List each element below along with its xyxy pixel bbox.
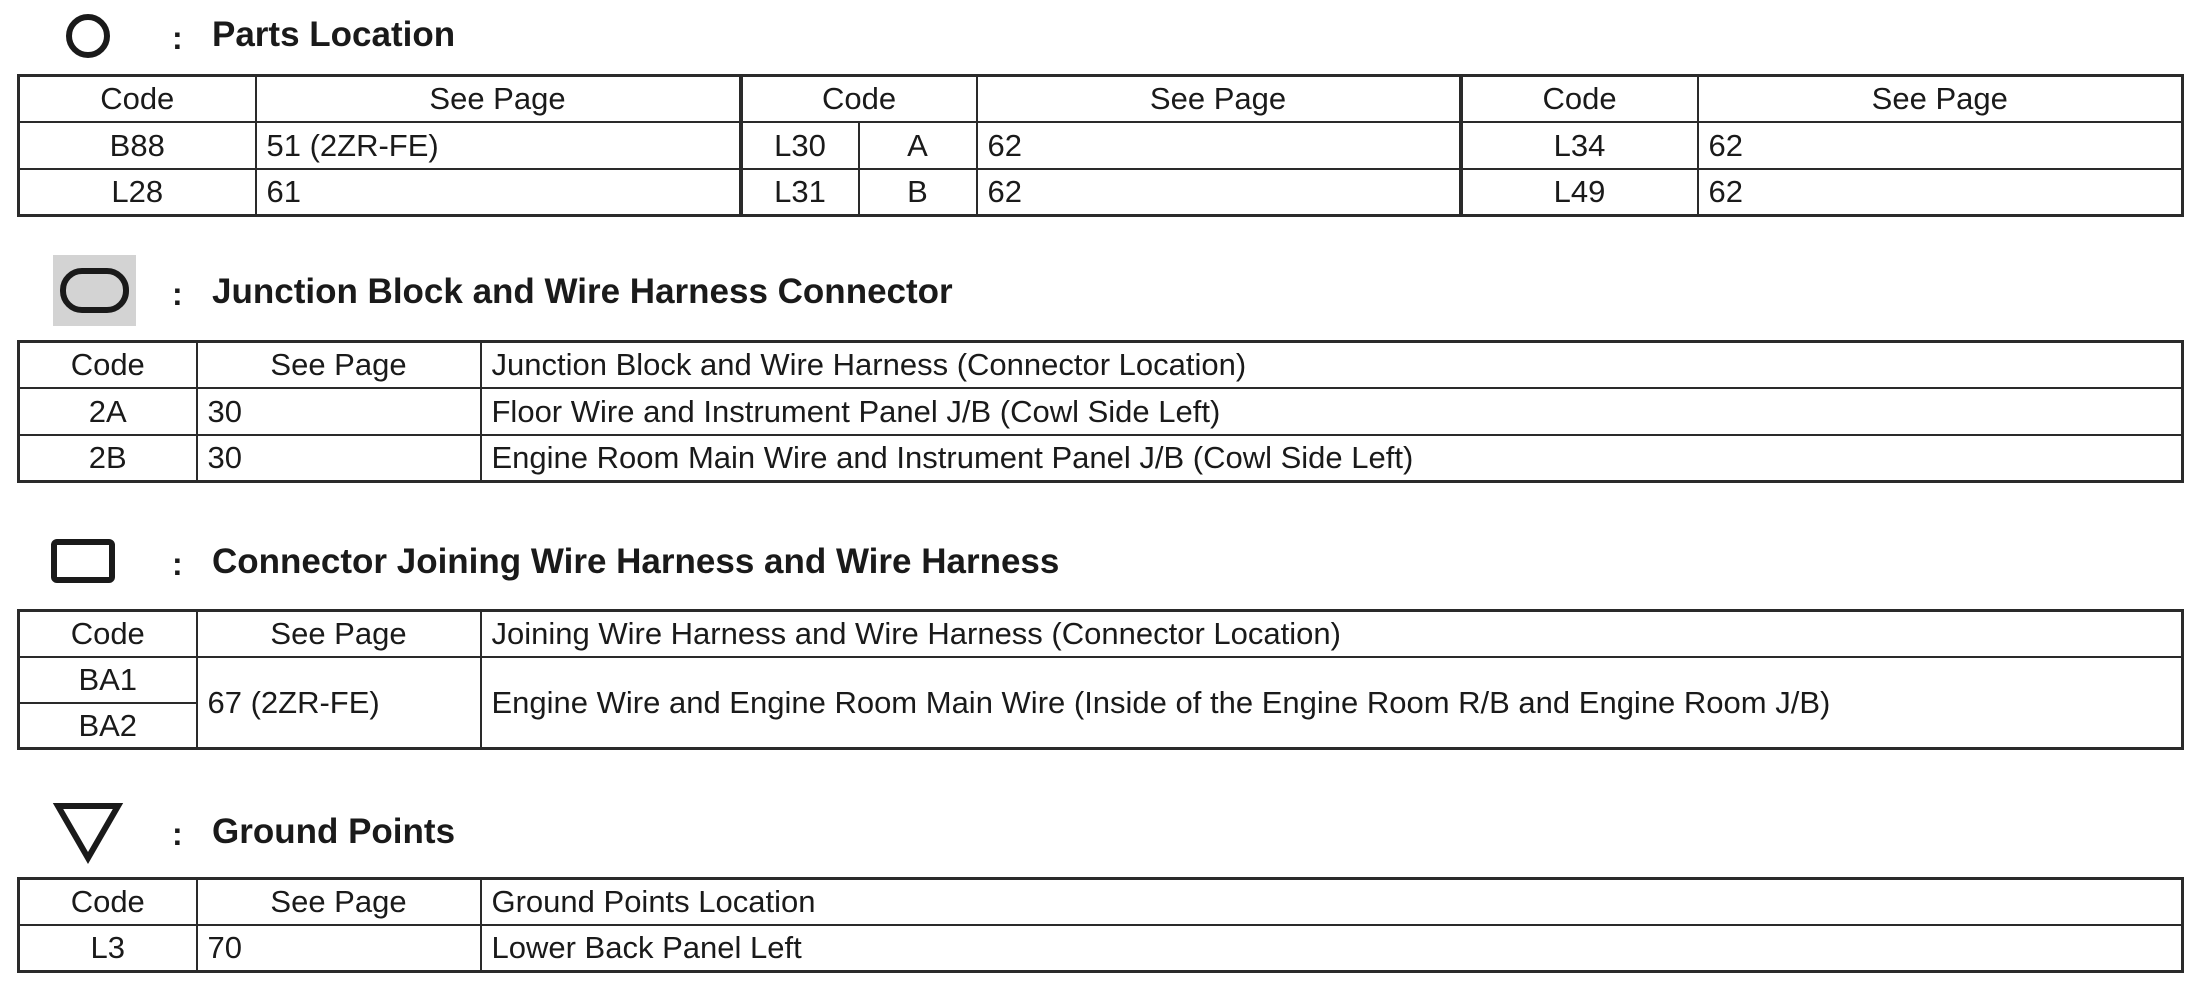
description-cell: Engine Room Main Wire and Instrument Panel J/B (Cowl Side Left) [481,435,2183,482]
page-cell: 62 [977,169,1461,216]
table-row [19,657,2183,703]
header-code: Code [19,76,256,122]
header-see-page: See Page [256,76,741,122]
code-cell: L30 [741,122,859,169]
table-header-row [19,611,2183,657]
header-see-page: See Page [977,76,1461,122]
header-description: Ground Points Location [481,879,2183,925]
section-title: Ground Points [212,812,456,851]
page-cell: 67 (2ZR-FE) [197,657,481,749]
table-row [19,435,2183,482]
junction-block-header [0,250,2196,310]
junction-block-table [17,340,2184,483]
sub-code-cell: B [859,169,977,216]
sub-code-cell: A [859,122,977,169]
table-row [19,388,2183,435]
header-code: Code [19,342,197,388]
header-description: Junction Block and Wire Harness (Connector Location) [481,342,2183,388]
page-cell: 62 [1698,169,2183,216]
circle-outline-icon [64,12,112,60]
code-cell: L49 [1461,169,1698,216]
table-header-row [19,879,2183,925]
rectangle-outline-icon [50,538,116,584]
parts-location-header [0,0,2196,60]
code-cell: BA1 [19,657,197,703]
code-cell: B88 [19,122,256,169]
code-cell: L28 [19,169,256,216]
rounded-rect-icon [53,255,136,326]
header-code: Code [19,611,197,657]
section-title: Parts Location [212,15,456,54]
ground-points-header [0,790,2196,850]
code-cell: L31 [741,169,859,216]
page-cell: 51 (2ZR-FE) [256,122,741,169]
parts-location-table [17,74,2184,217]
table-header-row [19,342,2183,388]
description-cell: Engine Wire and Engine Room Main Wire (Inside of the Engine Room R/B and Engine Room J/B) [481,657,2183,749]
header-see-page: See Page [197,342,481,388]
code-cell: L3 [19,925,197,972]
section-title: Junction Block and Wire Harness Connector [212,272,953,311]
code-cell: L34 [1461,122,1698,169]
page-cell: 30 [197,388,481,435]
header-see-page: See Page [197,611,481,657]
ground-points-table [17,877,2184,973]
section-colon: : [172,20,183,56]
description-cell: Floor Wire and Instrument Panel J/B (Cowl Side Left) [481,388,2183,435]
header-code: Code [741,76,977,122]
page-cell: 62 [977,122,1461,169]
section-title: Connector Joining Wire Harness and Wire Harness [212,542,1060,581]
header-code: Code [19,879,197,925]
table-row [19,169,2183,216]
table-row [19,122,2183,169]
description-cell: Lower Back Panel Left [481,925,2183,972]
header-code: Code [1461,76,1698,122]
header-see-page: See Page [1698,76,2183,122]
page-cell: 30 [197,435,481,482]
joining-connector-table [17,609,2184,750]
header-see-page: See Page [197,879,481,925]
table-row [19,925,2183,972]
table-header-row [19,76,2183,122]
section-colon: : [172,276,183,312]
page-cell: 62 [1698,122,2183,169]
code-cell: 2A [19,388,197,435]
section-colon: : [172,546,183,582]
code-cell: 2B [19,435,197,482]
page-cell: 61 [256,169,741,216]
page-cell: 70 [197,925,481,972]
header-description: Joining Wire Harness and Wire Harness (Connector Location) [481,611,2183,657]
triangle-down-icon [52,800,124,864]
joining-connector-header [0,522,2196,582]
code-cell: BA2 [19,703,197,749]
section-colon: : [172,816,183,852]
